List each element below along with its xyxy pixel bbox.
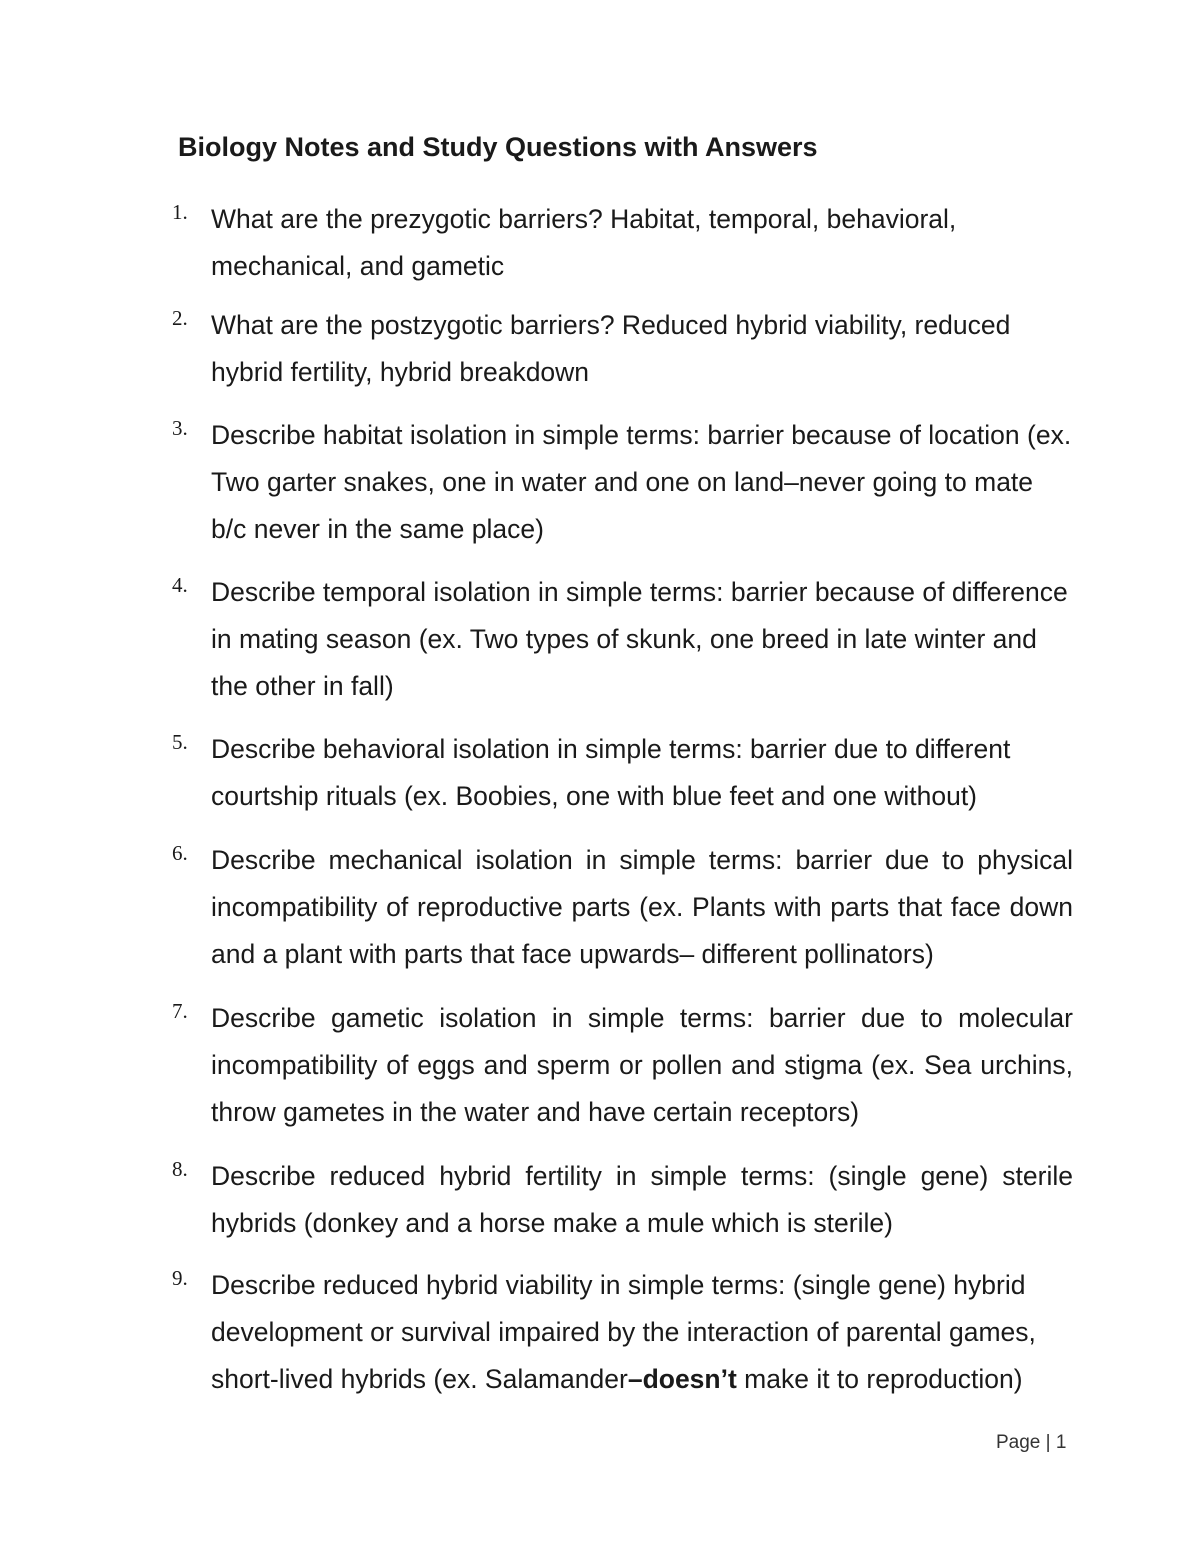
list-number: 5. (172, 730, 188, 754)
list-item-text-part: make it to reproduction) (736, 1364, 1023, 1394)
list-number: 8. (172, 1157, 188, 1181)
list-item-text (211, 1262, 1073, 1403)
page-number-footer: Page | 1 (996, 1432, 1067, 1453)
list-number: 9. (172, 1266, 188, 1290)
document-title: Biology Notes and Study Questions with Answers (178, 132, 818, 162)
list-item-text-bold: –doesn’t (627, 1364, 737, 1394)
list-number: 3. (172, 416, 188, 440)
list-item-text: Describe reduced hybrid fertility in simple terms: (single gene) sterile hybrids (donkey and a horse make a mule which is sterile) (211, 1161, 1073, 1238)
list-item-text: Describe temporal isolation in simple terms: barrier because of difference in mating season (ex. Two types of skunk, one breed in late winter and the other in fall) (211, 577, 1068, 701)
list-item-text: What are the prezygotic barriers? Habitat, temporal, behavioral, mechanical, and gametic (211, 204, 957, 281)
list-number: 1. (172, 200, 188, 224)
list-item-text: Describe habitat isolation in simple terms: barrier because of location (ex. Two garter snakes, one in water and one on land–never going to mate b/c never in the same place) (211, 420, 1072, 544)
list-number: 4. (172, 573, 188, 597)
list-number: 2. (172, 306, 188, 330)
list-item-text: What are the postzygotic barriers? Reduced hybrid viability, reduced hybrid fertility, hybrid breakdown (211, 310, 1011, 387)
list-item-text: Describe mechanical isolation in simple terms: barrier due to physical incompatibility of reproductive parts (ex. Plants with parts that face down and a plant with parts that face upwards– different pollinators) (211, 845, 1073, 969)
list-item-text-part: Describe reduced hybrid viability in simple terms: (single gene) hybrid development or survival impaired by the interaction of parental games, short-lived hybrids (ex. Salamander (211, 1270, 1036, 1394)
list-item-text: Describe gametic isolation in simple terms: barrier due to molecular incompatibility of eggs and sperm or pollen and stigma (ex. Sea urchins, throw gametes in the water and have certain receptors) (211, 1003, 1073, 1127)
list-number: 6. (172, 841, 188, 865)
list-number: 7. (172, 999, 188, 1023)
list-item-text: Describe behavioral isolation in simple terms: barrier due to different courtship rituals (ex. Boobies, one with blue feet and one without) (211, 734, 1011, 811)
